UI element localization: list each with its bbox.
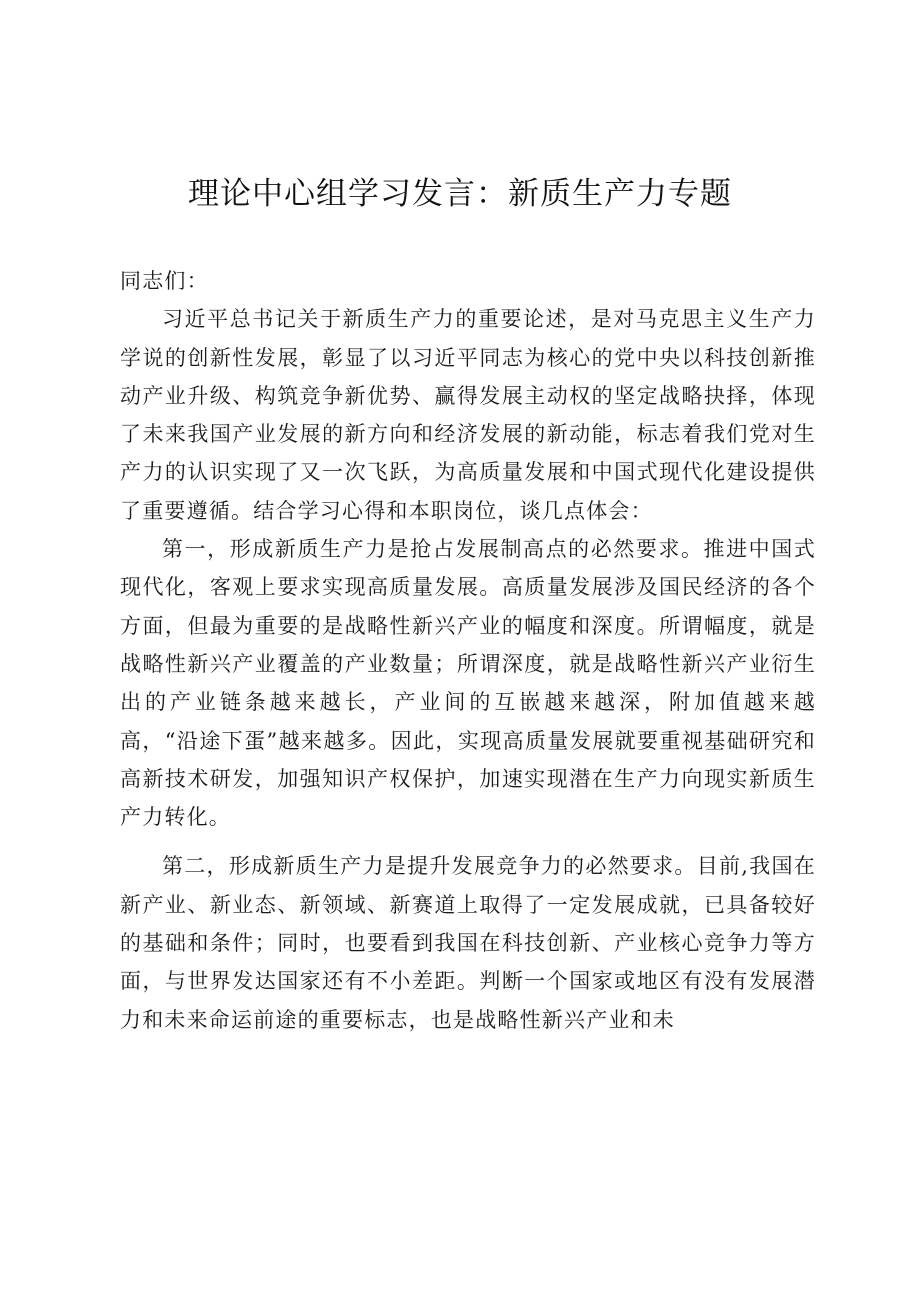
paragraph-first-point: 第一，形成新质生产力是抢占发展制高点的必然要求。推进中国式现代化，客观上要求实现高质量发展。高质量发展涉及国民经济的各个方面，但最为重要的是战略性新兴产业的幅度和深度。所谓幅度，就是战略性新兴产业覆盖的产业数量；所谓深度，就是战略性新兴产业衍生出的产业链条越来越长，产业间的互嵌越来越深，附加值越来越高，“沿途下蛋”越来越多。因此，实现高质量发展就要重视基础研究和高新技术研发，加强知识产权保护，加速实现潜在生产力向现实新质生产力转化。 [120,537,816,830]
document-body [120,262,816,1039]
document-title: 理论中心组学习发言：新质生产力专题 [188,176,732,212]
paragraph-intro: 习近平总书记关于新质生产力的重要论述，是对马克思主义生产力学说的创新性发展，彰显了以习近平同志为核心的党中央以科技创新推动产业升级、构筑竞争新优势、赢得发展主动权的坚定战略抉择，体现了未来我国产业发展的新方向和经济发展的新动能，标志着我们党对生产力的认识实现了又一次飞跃，为高质量发展和中国式现代化建设提供了重要遵循。结合学习心得和本职岗位，谈几点体会： [120,307,816,523]
paragraph-second-point: 第二，形成新质生产力是提升发展竞争力的必然要求。目前,我国在新产业、新业态、新领域、新赛道上取得了一定发展成就，已具备较好的基础和条件；同时，也要看到我国在科技创新、产业核心竞争力等方面，与世界发达国家还有不小差距。判断一个国家或地区有没有发展潜力和未来命运前途的重要标志，也是战略性新兴产业和未 [120,854,816,1032]
salutation: 同志们： [120,269,209,293]
